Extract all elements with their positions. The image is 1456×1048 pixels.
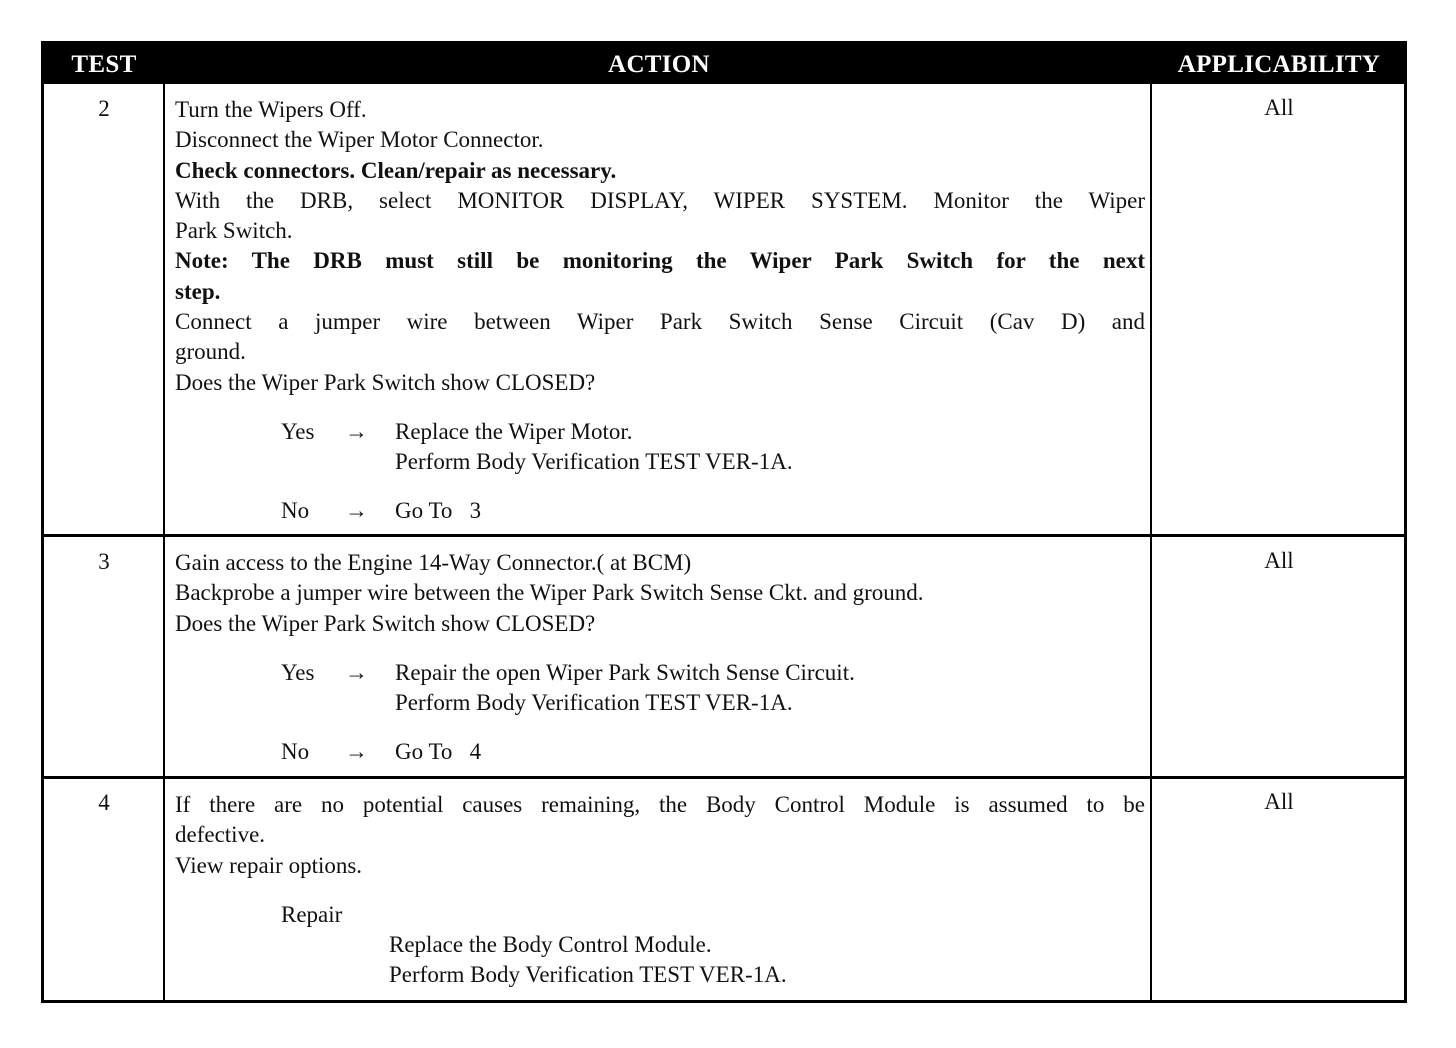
header-action: ACTION [608,51,710,78]
action-cell [175,790,1145,990]
yes-action: Replace the Wiper Motor. [395,418,633,444]
action-line: defective. [175,822,266,848]
action-line-bold: Check connectors. Clean/repair as necessary. [175,157,617,183]
question-line: Does the Wiper Park Switch show CLOSED? [175,369,596,395]
action-cell [175,95,1145,526]
table-header [44,44,1404,84]
applicability-value: All [1264,548,1294,573]
repair-label: Repair [281,901,343,927]
column-divider [163,84,165,1000]
arrow-icon: → [345,738,368,764]
yes-label: Yes [281,659,315,685]
no-result [175,496,1145,526]
column-divider [1150,84,1152,1000]
arrow-icon: → [345,497,368,523]
no-label: No [281,738,310,764]
action-line: Gain access to the Engine 14-Way Connector.( at BCM) [175,550,692,575]
goto-text: Go To 4 [395,738,482,764]
note-line: step. [175,278,221,304]
test-number: 3 [98,549,110,574]
action-line: Park Switch. [175,218,293,244]
arrow-icon: → [345,418,368,444]
action-line: ground. [175,339,246,365]
action-line: View repair options. [175,852,363,878]
repair-action: Perform Body Verification TEST VER-1A. [389,961,787,987]
repair-section [175,900,1145,930]
yes-action: Repair the open Wiper Park Switch Sense Circuit. [395,659,855,685]
header-test: TEST [71,51,137,78]
applicability-value: All [1264,95,1294,120]
test-number: 4 [98,790,110,815]
yes-result [175,658,1145,688]
note-line: Note: The DRB must still be monitoring the Wiper Park Switch for the next [175,248,1145,274]
applicability-value: All [1264,789,1294,814]
action-line: With the DRB, select MONITOR DISPLAY, WIPER SYSTEM. Monitor the Wiper [175,187,1145,213]
diagnostic-table [41,41,1407,1003]
action-line: If there are no potential causes remaining, the Body Control Module is assumed to be [175,792,1145,817]
yes-result [175,417,1145,447]
action-cell [175,548,1145,767]
header-applicability: APPLICABILITY [1177,51,1381,78]
no-result [175,737,1145,767]
action-line: Disconnect the Wiper Motor Connector. [175,127,544,153]
yes-action: Perform Body Verification TEST VER-1A. [395,448,793,474]
arrow-icon: → [345,659,368,685]
action-line: Turn the Wipers Off. [175,97,367,122]
yes-label: Yes [281,418,315,444]
row-divider [44,776,1404,779]
action-line: Connect a jumper wire between Wiper Park Switch Sense Circuit (Cav D) and [175,309,1145,335]
test-number: 2 [98,96,110,121]
repair-action: Replace the Body Control Module. [389,931,712,957]
no-label: No [281,497,310,523]
row-divider [44,534,1404,537]
action-line: Backprobe a jumper wire between the Wiper Park Switch Sense Ckt. and ground. [175,580,924,606]
goto-text: Go To 3 [395,497,482,523]
question-line: Does the Wiper Park Switch show CLOSED? [175,610,596,636]
yes-action: Perform Body Verification TEST VER-1A. [395,689,793,715]
